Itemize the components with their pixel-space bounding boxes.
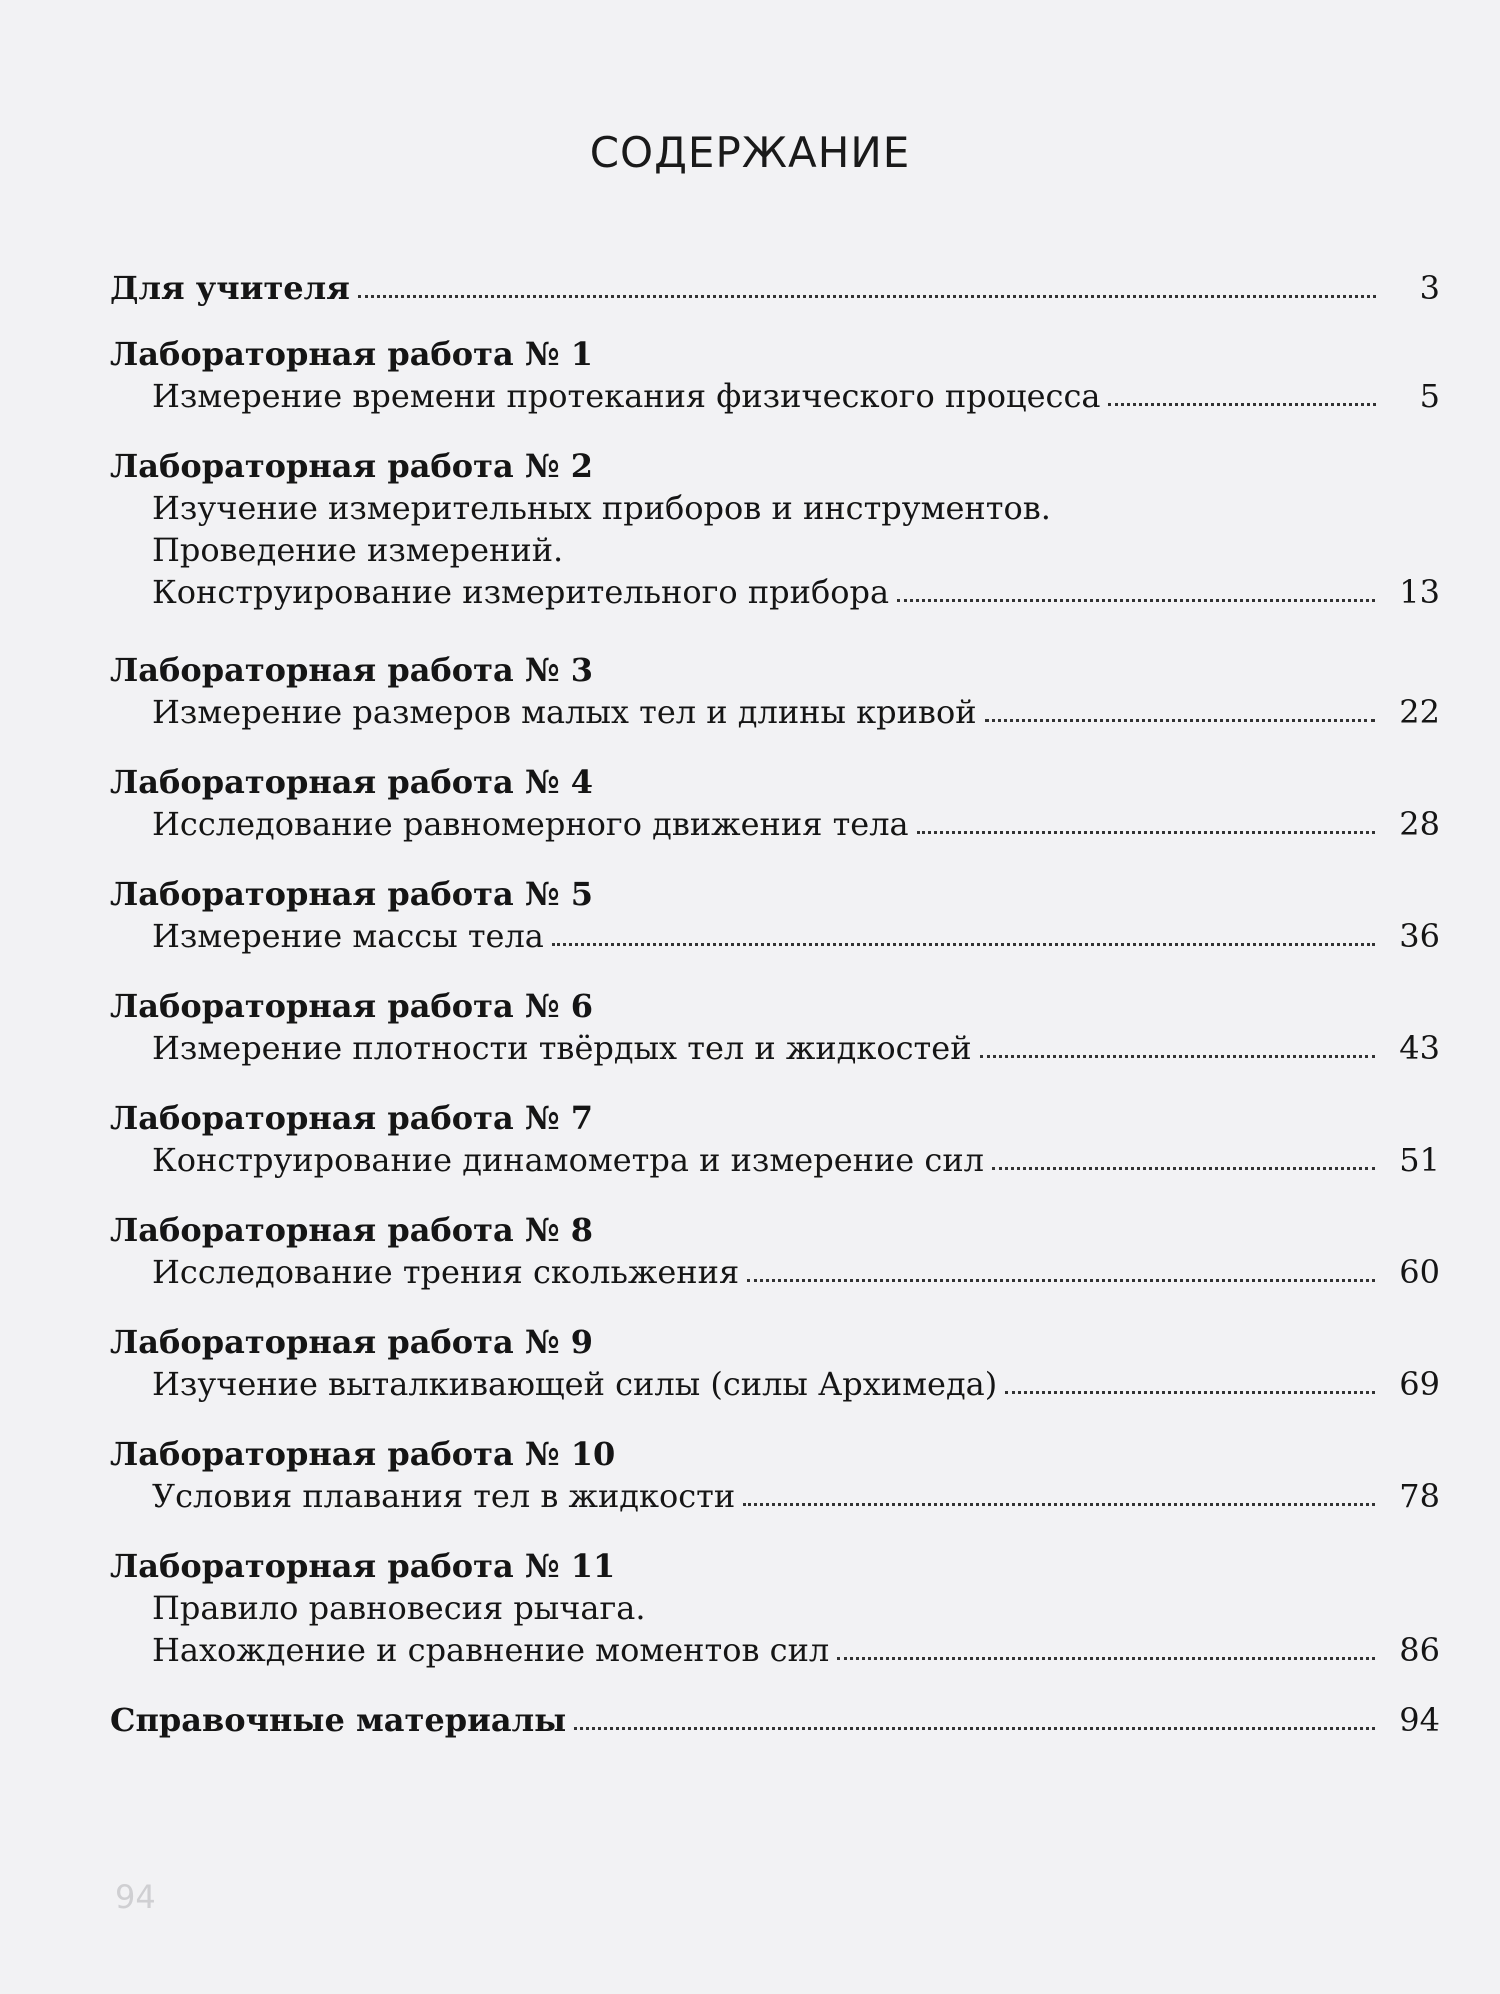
toc-page-number: 43 <box>1399 1029 1440 1067</box>
dot-leader <box>747 1271 1375 1282</box>
toc-subtitle: Измерение массы тела <box>152 917 544 955</box>
toc-page-number: 86 <box>1399 1631 1440 1669</box>
toc-heading: Лабораторная работа № 3 <box>110 651 593 689</box>
page-title: СОДЕРЖАНИЕ <box>589 128 911 177</box>
toc-page-number: 13 <box>1399 573 1440 611</box>
toc-subtitle: Изучение выталкивающей силы (силы Архимеда) <box>152 1365 998 1403</box>
toc-page-number: 36 <box>1399 917 1440 955</box>
toc-heading: Справочные материалы <box>110 1701 567 1739</box>
toc-entry-lab-5[interactable] <box>110 874 1440 956</box>
dot-leader <box>574 1719 1375 1730</box>
toc-subtitle: Конструирование измерительного прибора <box>152 573 890 611</box>
toc-heading: Лабораторная работа № 5 <box>110 875 593 913</box>
toc-entry-lab-10[interactable] <box>110 1434 1440 1516</box>
toc-heading: Лабораторная работа № 1 <box>110 335 593 373</box>
toc-heading: Лабораторная работа № 10 <box>110 1435 616 1473</box>
toc-entry-lab-3[interactable] <box>110 650 1440 732</box>
toc-heading: Лабораторная работа № 9 <box>110 1323 593 1361</box>
dot-leader <box>897 591 1375 602</box>
toc-entry-lab-11[interactable] <box>110 1546 1440 1670</box>
toc-entry-lab-9[interactable] <box>110 1322 1440 1404</box>
toc-entry-reference[interactable] <box>110 1700 1440 1740</box>
dot-leader <box>837 1649 1375 1660</box>
toc-subtitle: Нахождение и сравнение моментов сил <box>152 1631 830 1669</box>
toc-heading: Лабораторная работа № 6 <box>110 987 593 1025</box>
toc-heading: Лабораторная работа № 8 <box>110 1211 593 1249</box>
toc-entry-lab-4[interactable] <box>110 762 1440 844</box>
toc-page-number: 28 <box>1399 805 1440 843</box>
toc-subtitle: Изучение измерительных приборов и инструментов. <box>152 489 1051 527</box>
toc-page-number: 94 <box>1399 1701 1440 1739</box>
toc-heading: Лабораторная работа № 2 <box>110 447 593 485</box>
toc-subtitle: Правило равновесия рычага. <box>152 1589 646 1627</box>
dot-leader <box>992 1159 1375 1170</box>
toc-page-number: 60 <box>1399 1253 1440 1291</box>
dot-leader <box>358 287 1376 298</box>
dot-leader <box>985 711 1376 722</box>
toc-subtitle: Исследование равномерного движения тела <box>152 805 909 843</box>
toc-page-number: 69 <box>1399 1365 1440 1403</box>
toc-subtitle: Конструирование динамометра и измерение сил <box>152 1141 984 1179</box>
dot-leader <box>917 823 1376 834</box>
toc-entry-lab-6[interactable] <box>110 986 1440 1068</box>
toc-page-number: 22 <box>1399 693 1440 731</box>
toc-subtitle: Измерение размеров малых тел и длины кривой <box>152 693 977 731</box>
toc-subtitle: Измерение плотности твёрдых тел и жидкостей <box>152 1029 972 1067</box>
toc-entry-lab-1[interactable] <box>110 334 1440 416</box>
dot-leader <box>552 935 1375 946</box>
toc-entry-lab-2[interactable] <box>110 446 1440 612</box>
toc-entry-teacher[interactable] <box>110 268 1440 308</box>
toc-subtitle: Исследование трения скольжения <box>152 1253 740 1291</box>
toc-heading: Для учителя <box>110 269 350 307</box>
toc-heading: Лабораторная работа № 11 <box>110 1547 616 1585</box>
toc-page-number: 5 <box>1419 377 1440 415</box>
dot-leader <box>1005 1383 1375 1394</box>
toc-heading: Лабораторная работа № 4 <box>110 763 593 801</box>
toc-entry-lab-8[interactable] <box>110 1210 1440 1292</box>
footer-page-number: 94 <box>115 1878 156 1916</box>
toc-page-number: 51 <box>1399 1141 1440 1179</box>
dot-leader <box>743 1495 1375 1506</box>
toc-entry-lab-7[interactable] <box>110 1098 1440 1180</box>
dot-leader <box>980 1047 1376 1058</box>
toc-subtitle: Условия плавания тел в жидкости <box>152 1477 736 1515</box>
toc-subtitle: Измерение времени протекания физического процесса <box>152 377 1101 415</box>
dot-leader <box>1108 395 1376 406</box>
toc-heading: Лабораторная работа № 7 <box>110 1099 593 1137</box>
toc-page-number: 78 <box>1399 1477 1440 1515</box>
toc-subtitle: Проведение измерений. <box>152 531 564 569</box>
toc-page-number: 3 <box>1419 269 1440 307</box>
